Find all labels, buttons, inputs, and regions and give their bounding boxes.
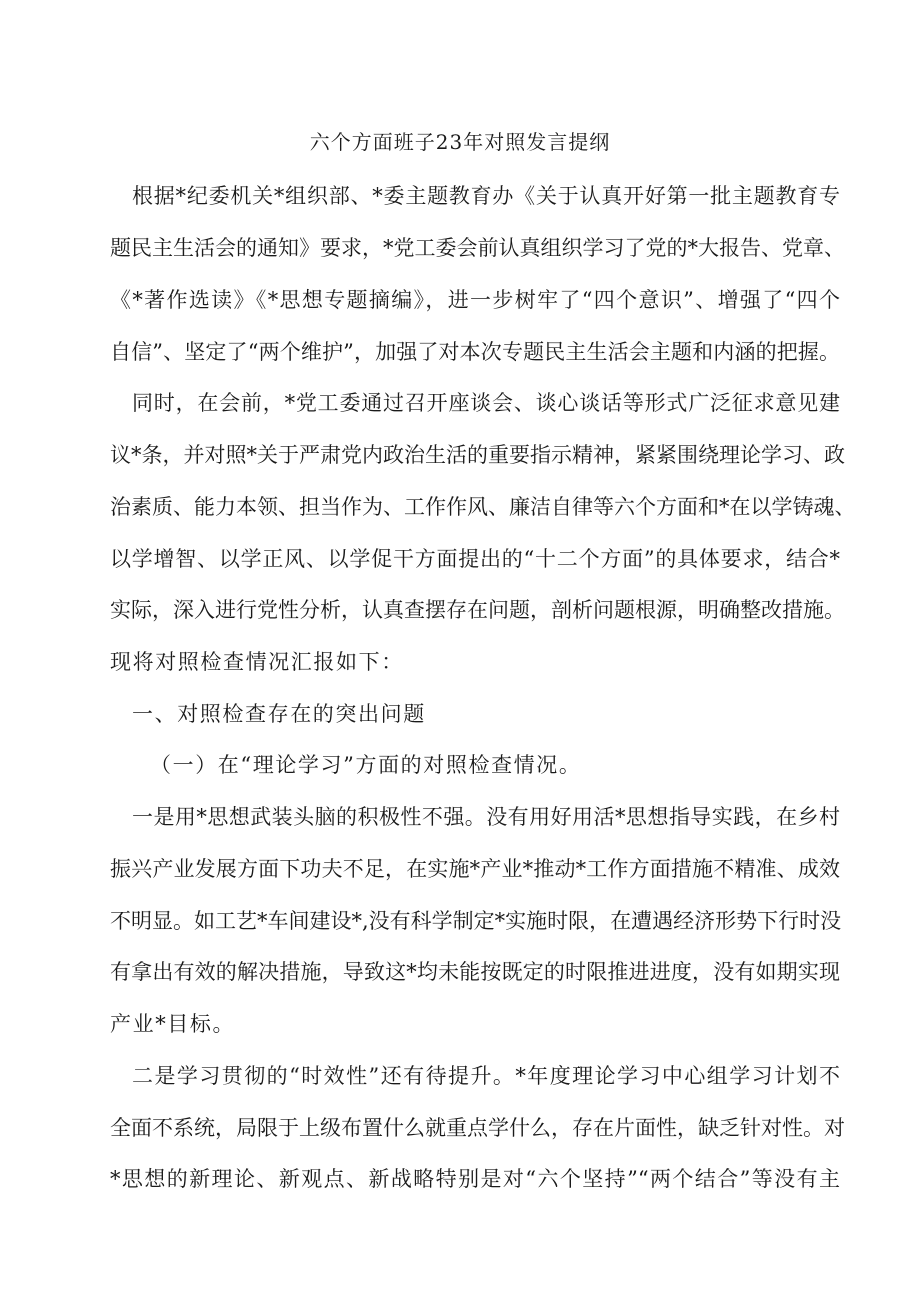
paragraph-line: 二是学习贯彻的“时效性”还有待提升。*年度理论学习中心组学习计划不 xyxy=(132,1064,840,1088)
paragraph-line: 实际，深入进行党性分析，认真查摆存在问题，剖析问题根源，明确整改措施。 xyxy=(110,598,845,622)
paragraph-line: 振兴产业发展方面下功夫不足，在实施*产业*推动*工作方面措施不精准、成效 xyxy=(110,857,840,881)
paragraph-line: 治素质、能力本领、担当作为、工作作风、廉洁自律等六个方面和*在以学铸魂、 xyxy=(110,495,856,519)
paragraph-line: 现将对照检查情况汇报如下： xyxy=(110,650,404,674)
paragraph-line: 一是用*思想武装头脑的积极性不强。没有用好用活*思想指导实践，在乡村 xyxy=(132,805,840,829)
paragraph-line: 自信”、坚定了“两个维护”，加强了对本次专题民主生活会主题和内涵的把握。 xyxy=(110,340,840,364)
paragraph-line: 根据*纪委机关*组织部、*委主题教育办《关于认真开好第一批主题教育专 xyxy=(132,184,840,208)
subsection-heading: （一）在“理论学习”方面的对照检查情况。 xyxy=(150,753,582,777)
paragraph-line: 不明显。如工艺*车间建设*,没有科学制定*实施时限，在遭遇经济形势下行时没 xyxy=(110,909,842,933)
paragraph-line: 同时，在会前，*党工委通过召开座谈会、谈心谈话等形式广泛征求意见建 xyxy=(132,391,840,415)
section-heading: 一、对照检查存在的突出问题 xyxy=(132,702,426,726)
paragraph-line: 产业*目标。 xyxy=(110,1012,236,1036)
document-title: 六个方面班子23年对照发言提纲 xyxy=(309,130,611,154)
paragraph-line: 题民主生活会的通知》要求，*党工委会前认真组织学习了党的*大报告、党章、 xyxy=(110,236,845,260)
paragraph-line: 《*著作选读》《*思想专题摘编》，进一步树牢了“四个意识”、增强了“四个 xyxy=(110,288,840,312)
paragraph-line: 有拿出有效的解决措施，导致这*均未能按既定的时限推进进度，没有如期实现 xyxy=(110,960,840,984)
paragraph-line: 议*条，并对照*关于严肃党内政治生活的重要指示精神，紧紧围绕理论学习、政 xyxy=(110,443,845,467)
paragraph-line: 以学增智、以学正风、以学促干方面提出的“十二个方面”的具体要求，结合* xyxy=(110,547,840,571)
paragraph-line: 全面不系统，局限于上级布置什么就重点学什么，存在片面性，缺乏针对性。对 xyxy=(110,1116,845,1140)
paragraph-line: *思想的新理论、新观点、新战略特别是对“六个坚持”“两个结合”等没有主 xyxy=(110,1167,840,1191)
